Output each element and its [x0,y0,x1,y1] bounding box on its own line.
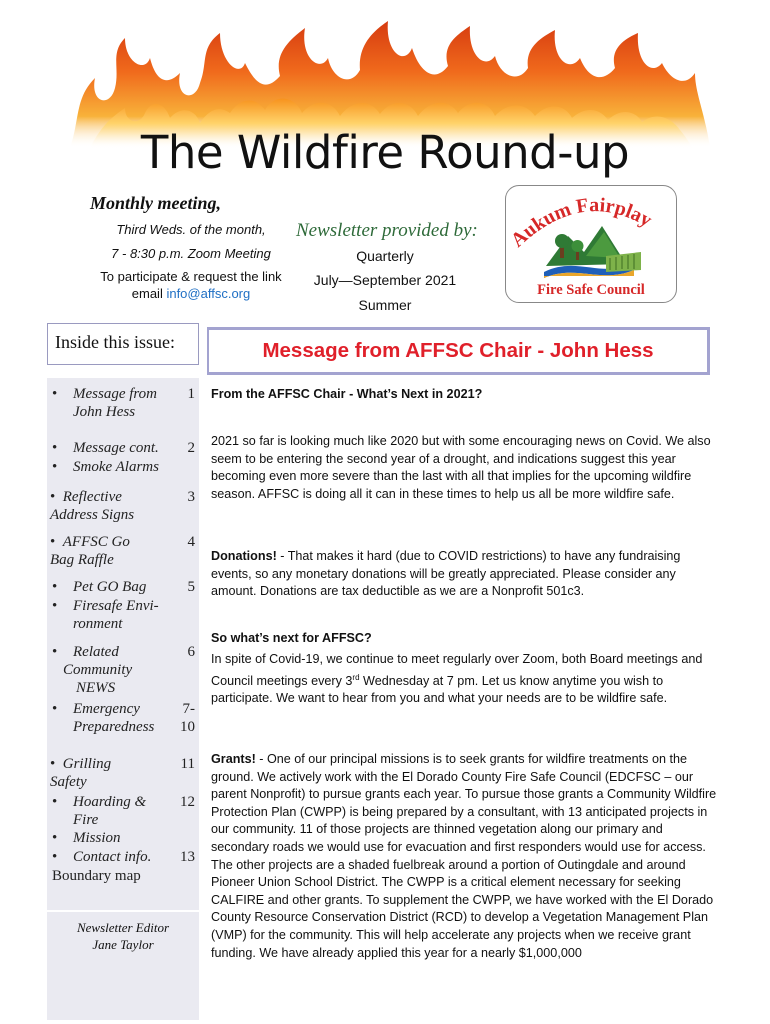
newsletter-period: July—September 2021 [313,272,457,288]
next-text: Wednesday at 7 pm. Let us know anytime you wish to participate. We want to hear from you and what your needs are to be wildfire safe. [211,673,668,706]
toc-item-label: Safety [50,774,87,790]
toc-item-label: Message cont. [73,440,159,456]
bullet-icon: • [50,534,63,550]
bullet-icon: • [52,794,58,810]
toc-item-label: John Hess [73,404,136,420]
toc-item[interactable] [50,458,198,476]
bullet-icon: • [50,756,63,772]
toc-item-label: Preparedness [73,719,155,735]
logo-bottom-text: Fire Safe Council [537,282,645,298]
message-heading-box [207,327,710,375]
newsletter-season: Summer [358,297,412,313]
toc-item-label: Related [73,644,119,660]
bullet-icon: • [52,598,58,614]
bullet-icon: • [52,459,58,475]
toc-item-label: NEWS [76,680,116,696]
toc-item[interactable] [50,848,198,866]
toc-item-label: Smoke Alarms [73,459,159,475]
toc-item-label: Mission [73,830,121,846]
toc-item[interactable] [50,488,198,524]
toc-item-label: Pet GO Bag [73,579,147,595]
newsletter-title: The Wildfire Round-up [140,126,630,179]
toc-item[interactable] [50,700,198,736]
sidebar-heading: Inside this issue: [55,332,175,352]
toc-item-page: 4 [187,534,195,550]
next-text: In spite of Covid-19, we continue to meet regularly over Zoom, both Board meetings and Council meetings every 3 [211,652,703,688]
toc-item-label: Reflective [62,489,122,505]
message-heading: Message from AFFSC Chair - John Hess [262,339,654,362]
sidebar-heading-box [47,323,199,365]
toc-item-page: 12 [180,794,195,810]
toc-item-label: Fire [73,812,99,828]
toc-item-page: 2 [187,440,195,456]
next-superscript: rd [352,672,360,682]
toc-item[interactable] [52,867,200,885]
toc-item-label: Boundary map [52,868,141,884]
toc-item[interactable] [50,793,198,829]
toc-item-label: Contact info. [73,849,152,865]
bullet-icon: • [52,701,58,717]
bullet-icon: • [52,849,58,865]
toc-item-page: 11 [180,756,195,772]
toc-item[interactable] [50,578,198,596]
message-subheading: From the AFFSC Chair - What’s Next in 2021? [211,387,483,401]
toc-item-label: Firesafe Envi- [73,598,159,614]
bullet-icon: • [52,440,58,456]
logo-graphic-icon [506,186,676,302]
toc-item-label: Emergency [73,701,140,717]
editor-title: Newsletter Editor [76,920,170,935]
council-logo [505,185,677,303]
newsletter-provided-heading: Newsletter provided by: [296,220,478,241]
newsletter-frequency: Quarterly [356,248,414,264]
next-heading: So what’s next for AFFSC? [211,631,372,645]
bullet-icon: • [52,830,58,846]
toc-item-label: ronment [73,616,123,632]
toc-item[interactable] [50,755,198,791]
toc-item[interactable] [50,385,198,421]
next-paragraph [211,651,717,708]
meeting-participate: To participate & request the link [100,269,282,284]
toc-item-page: 1 [187,386,195,402]
editor-name: Jane Taylor [92,937,154,952]
bullet-icon: • [50,489,63,505]
meeting-email-line [56,286,326,301]
message-paragraph: 2021 so far is looking much like 2020 but with some encouraging news on Covid. We also seem to be entering the second year of a drought, and indications suggest this year becoming even more severe than the last with all that implies for the upcoming wildfire season. AFFSC is doing all it can in these times to help us all be more wildfire safe. [211,434,711,501]
toc-item-page: 3 [187,489,195,505]
bullet-icon: • [52,386,58,402]
meeting-schedule: Third Weds. of the month, [116,222,266,237]
meeting-time: 7 - 8:30 p.m. Zoom Meeting [111,246,271,261]
toc-item-label: Address Signs [50,507,135,523]
toc-item-page: 5 [187,579,195,595]
donations-paragraph [211,548,717,601]
toc-item-label: Hoarding & [73,794,147,810]
meeting-heading: Monthly meeting, [90,193,222,213]
toc-item[interactable] [50,439,198,457]
toc-item-page: 10 [180,719,195,735]
toc-item[interactable] [50,829,198,847]
toc-item[interactable] [50,533,198,569]
toc-item-label: Community [63,662,133,678]
email-link[interactable]: info@affsc.org [166,286,251,301]
bullet-icon: • [52,644,58,660]
toc-item[interactable] [50,643,198,697]
toc-item-label: Message from [73,386,158,402]
toc-item-page: 13 [180,849,195,865]
toc-item-label: Grilling [62,756,112,772]
donations-label: Donations! [211,549,277,563]
toc-item-page: 6 [187,644,195,660]
toc-item-label: AFFSC Go [62,534,130,550]
grants-text: - One of our principal missions is to seek grants for wildfire treatments on the ground. We actively work with the El Dorado County Fire Safe Council (EDCFSC – our parent Nonprofit) to pursue grants each year. To pursue those grants a Community Wildfire Protection Plan (CWPP) is being prepared by a consultant, with 13 anticipated projects in our community. 11 of those projects are thinned vegetation along our primary and secondary roads we would use for evacuation and first responders would use for access. The other projects are a shaded fuelbreak around a portion of Outingdale and around Pioneer Union School District. The CWPP is a critical element necessary for seeking CALFIRE and other grants. To supplement the CWPP, we have worked with the El Dorado County Resource Conservation District (RCD) to develop a Vegetation Management Plan (VMP) for the community. This will help accelerate any projects when we receive grant funding. We have already applied this year for a nearly $1,000,000 [211,752,717,960]
toc-item-page: 7- [182,701,195,717]
logo-top-text: Aukum Fairplay [506,194,656,252]
toc-item[interactable] [50,597,198,633]
toc-item-label: Bag Raffle [50,552,114,568]
bullet-icon: • [52,579,58,595]
grants-paragraph [211,751,717,962]
donations-text: - That makes it hard (due to COVID restrictions) to have any fundraising events, so any monetary donations will be greatly appreciated. Please consider any amount. Donations are tax deductible as we are a Nonprofit 501c3. [211,549,681,599]
meeting-email-prefix: email [131,286,167,301]
grants-label: Grants! [211,752,256,766]
